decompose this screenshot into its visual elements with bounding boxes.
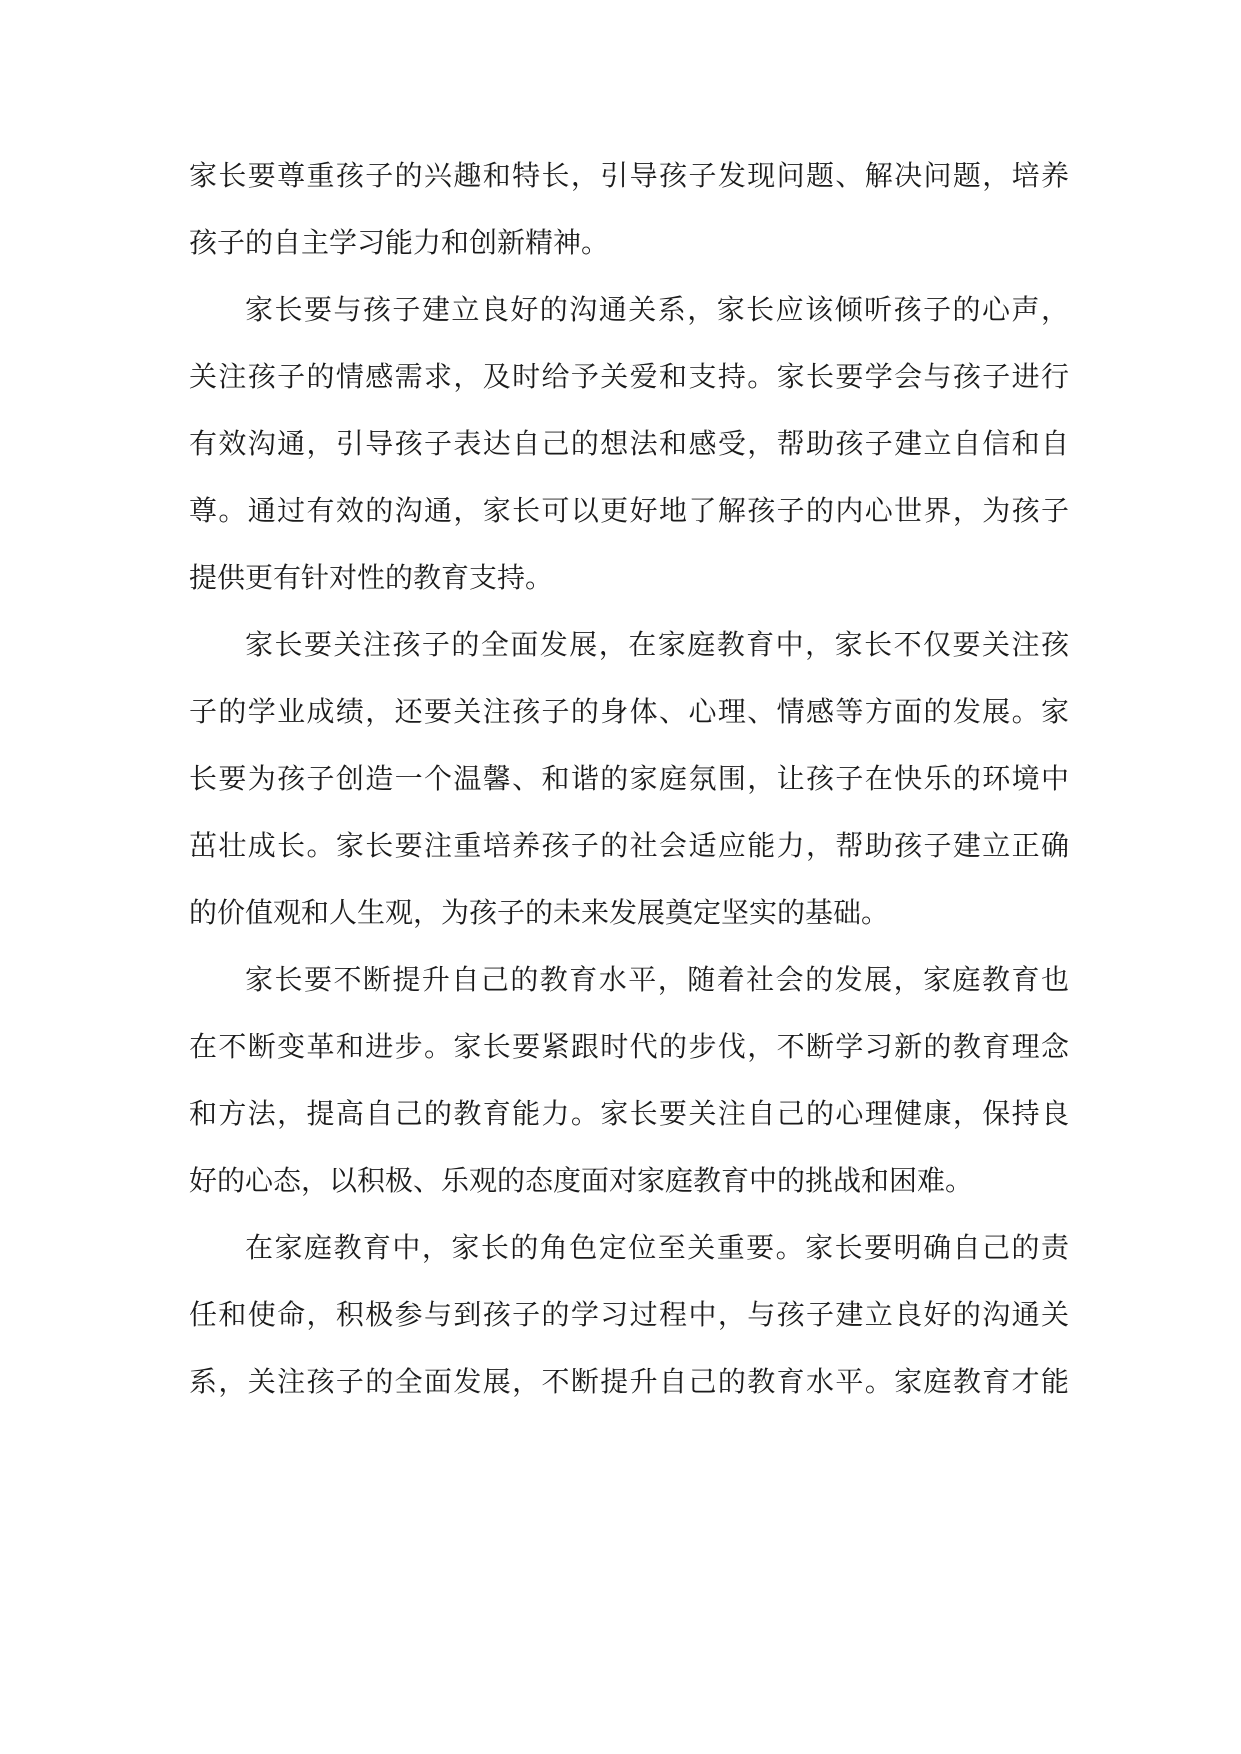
paragraph-3-line-4: 茁壮成长。家长要注重培养孩子的社会适应能力，帮助孩子建立正确 xyxy=(189,829,1069,862)
document-body xyxy=(189,142,1069,1415)
paragraph-5-line-3: 系，关注孩子的全面发展，不断提升自己的教育水平。家庭教育才能 xyxy=(189,1365,1069,1398)
paragraph-4-line-4: 好的心态，以积极、乐观的态度面对家庭教育中的挑战和困难。 xyxy=(189,1164,974,1197)
paragraph-5-line-2: 任和使命，积极参与到孩子的学习过程中，与孩子建立良好的沟通关 xyxy=(189,1298,1069,1331)
paragraph-3-line-2: 子的学业成绩，还要关注孩子的身体、心理、情感等方面的发展。家 xyxy=(189,695,1069,728)
paragraph-4-line-3: 和方法，提高自己的教育能力。家长要关注自己的心理健康，保持良 xyxy=(189,1097,1069,1130)
paragraph-3-line-5: 的价值观和人生观，为孩子的未来发展奠定坚实的基础。 xyxy=(189,896,890,929)
paragraph-4-line-2: 在不断变革和进步。家长要紧跟时代的步伐，不断学习新的教育理念 xyxy=(189,1030,1069,1063)
paragraph-2-line-3: 有效沟通，引导孩子表达自己的想法和感受，帮助孩子建立自信和自 xyxy=(189,427,1069,460)
paragraph-4-line-1: 家长要不断提升自己的教育水平，随着社会的发展，家庭教育也 xyxy=(245,963,1069,996)
paragraph-1-line-2: 孩子的自主学习能力和创新精神。 xyxy=(189,226,610,259)
paragraph-3-line-1: 家长要关注孩子的全面发展，在家庭教育中，家长不仅要关注孩 xyxy=(245,628,1069,661)
paragraph-2-line-1: 家长要与孩子建立良好的沟通关系，家长应该倾听孩子的心声， xyxy=(245,293,1069,326)
paragraph-2-line-2: 关注孩子的情感需求，及时给予关爱和支持。家长要学会与孩子进行 xyxy=(189,360,1069,393)
paragraph-3-line-3: 长要为孩子创造一个温馨、和谐的家庭氛围，让孩子在快乐的环境中 xyxy=(189,762,1069,795)
paragraph-1-line-1: 家长要尊重孩子的兴趣和特长，引导孩子发现问题、解决问题，培养 xyxy=(189,159,1069,192)
paragraph-2-line-4: 尊。通过有效的沟通，家长可以更好地了解孩子的内心世界，为孩子 xyxy=(189,494,1069,527)
paragraph-2-line-5: 提供更有针对性的教育支持。 xyxy=(189,561,554,594)
paragraph-5-line-1: 在家庭教育中，家长的角色定位至关重要。家长要明确自己的责 xyxy=(245,1231,1069,1264)
